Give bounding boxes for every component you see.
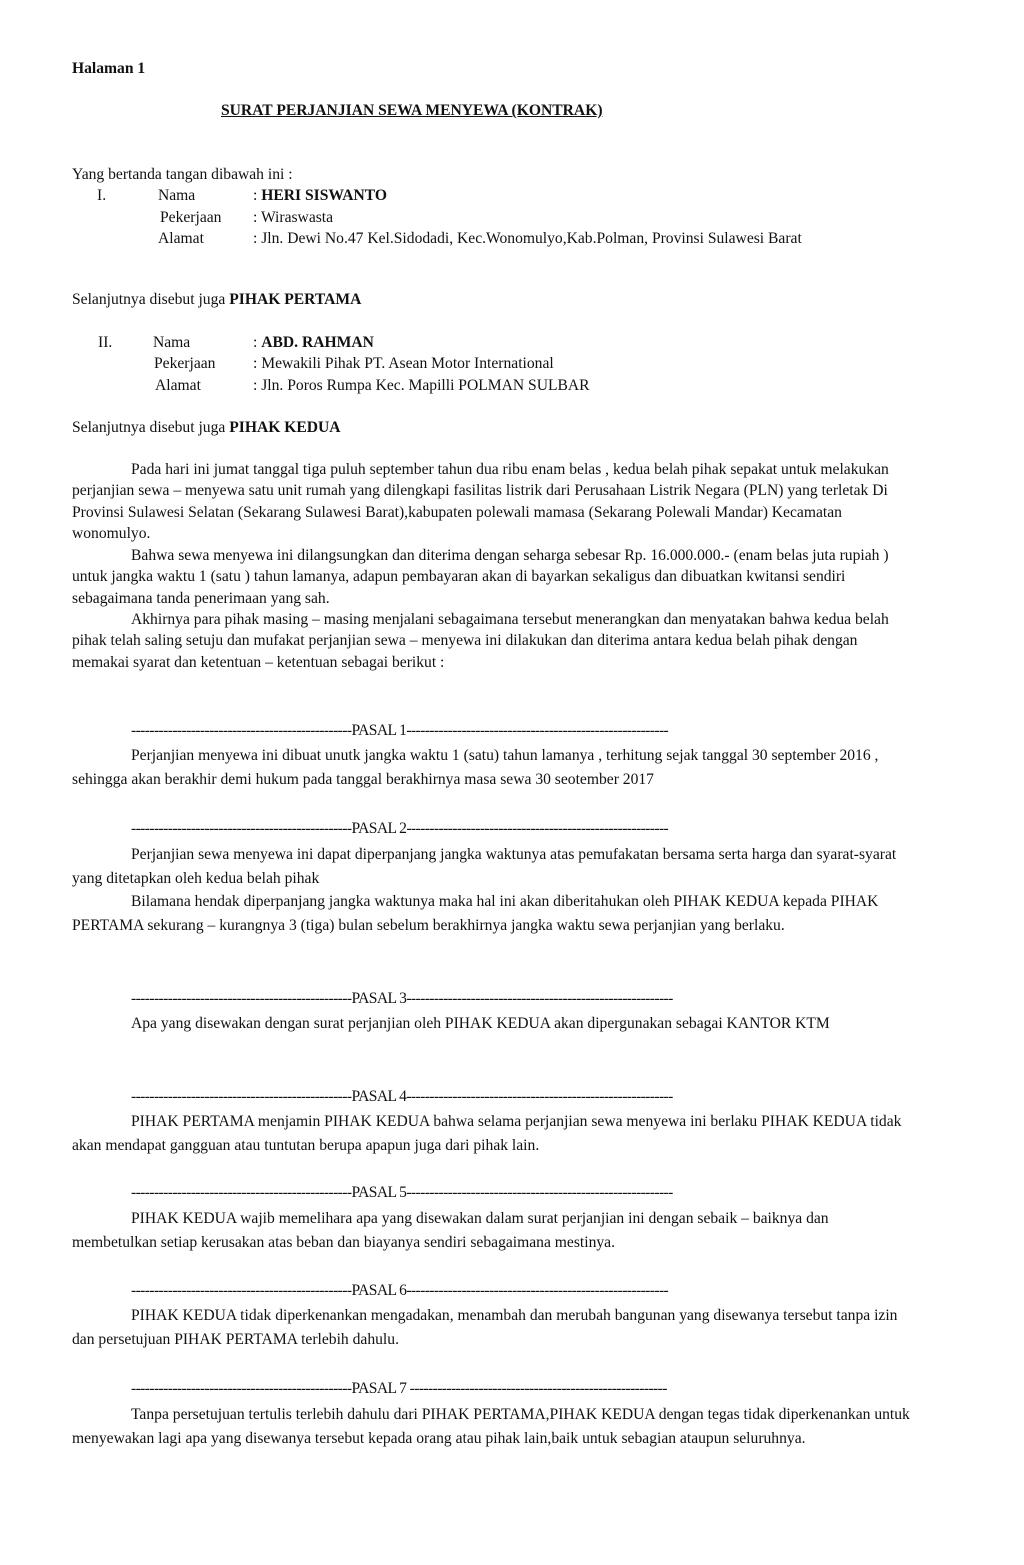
pasal-5-heading: ------------------------------------------------PASAL 5---------------------------------------------------------- bbox=[131, 1184, 673, 1201]
party-two-name-label: Nama bbox=[153, 334, 191, 351]
party-one-address-label: Alamat bbox=[158, 230, 204, 247]
designation-prefix: Selanjutnya disebut juga bbox=[72, 419, 226, 436]
designation-prefix: Selanjutnya disebut juga bbox=[72, 291, 226, 308]
party-two-name: ABD. RAHMAN bbox=[261, 334, 374, 351]
party-one-designation bbox=[72, 290, 361, 310]
party-two-job-label: Pekerjaan bbox=[154, 355, 216, 372]
designation-name: PIHAK PERTAMA bbox=[229, 291, 362, 308]
preamble-paragraph-1: Pada hari ini jumat tanggal tiga puluh september tahun dua ribu enam belas , kedua belah pihak sepakat untuk melakukan perjanjian sewa – menyewa satu unit rumah yang dilengkapi fasilitas listrik dari Perusahaan Listrik Negara (PLN) yang terletak Di Provinsi Sulawesi Selatan (Sekarang Sulawesi Barat),kabupaten polewali mamasa (Sekarang Polewali Mandar) Kecamatan wonomulyo. bbox=[72, 461, 889, 542]
pasal-5-paragraph: PIHAK KEDUA wajib memelihara apa yang disewakan dalam surat perjanjian ini dengan sebaik – baiknya dan membetulkan setiap kerusakan atas beban dan biayanya sendiri sebagaimana mestinya. bbox=[72, 1210, 829, 1251]
pasal-3-heading: ------------------------------------------------PASAL 3---------------------------------------------------------- bbox=[131, 990, 673, 1007]
pasal-2-paragraph-1: Perjanjian sewa menyewa ini dapat diperpanjang jangka waktunya atas pemufakatan bersama serta harga dan syarat-syarat yang ditetapkan oleh kedua belah pihak bbox=[72, 846, 897, 887]
party-one-address-value: : Jln. Dewi No.47 Kel.Sidodadi, Kec.Wonomulyo,Kab.Polman, Provinsi Sulawesi Barat bbox=[253, 230, 802, 247]
party-two-name-value bbox=[253, 333, 374, 353]
colon: : bbox=[253, 187, 262, 204]
pasal-1-heading: ------------------------------------------------PASAL 1--------------------------------------------------------- bbox=[131, 722, 669, 739]
designation-name: PIHAK KEDUA bbox=[229, 419, 341, 436]
pasal-7-paragraph: Tanpa persetujuan tertulis terlebih dahulu dari PIHAK PERTAMA,PIHAK KEDUA dengan tegas tidak diperkenankan untuk menyewakan lagi apa yang disewanya tersebut kepada orang atau pihak lain,baik untuk sebagian ataupun seluruhnya. bbox=[72, 1406, 910, 1447]
party-one-job-value: : Wiraswasta bbox=[253, 209, 334, 226]
party-one-job-label: Pekerjaan bbox=[160, 209, 222, 226]
party-two-address-value: : Jln. Poros Rumpa Kec. Mapilli POLMAN SULBAR bbox=[253, 377, 590, 394]
colon: : bbox=[253, 334, 262, 351]
document-title: SURAT PERJANJIAN SEWA MENYEWA (KONTRAK) bbox=[221, 102, 603, 119]
preamble-paragraph-3: Akhirnya para pihak masing – masing menjalani sebagaimana tersebut menerangkan dan menyatakan bahwa kedua belah pihak telah saling setuju dan mufakat perjanjian sewa – menyewa ini dilakukan dan diterima antara kedua belah pihak dengan memakai syarat dan ketentuan – ketentuan sebagai berikut : bbox=[72, 611, 889, 671]
party-two-job-value: : Mewakili Pihak PT. Asean Motor International bbox=[253, 355, 554, 372]
party-one-numeral: I. bbox=[97, 187, 107, 204]
page-label: Halaman 1 bbox=[72, 60, 146, 77]
pasal-4-heading: ------------------------------------------------PASAL 4---------------------------------------------------------- bbox=[131, 1088, 673, 1105]
pasal-6-heading: ------------------------------------------------PASAL 6--------------------------------------------------------- bbox=[131, 1282, 669, 1299]
pasal-4-paragraph: PIHAK PERTAMA menjamin PIHAK KEDUA bahwa selama perjanjian sewa menyewa ini berlaku PIHAK KEDUA tidak akan mendapat gangguan atau tuntutan berupa apapun juga dari pihak lain. bbox=[72, 1113, 902, 1154]
party-one-name: HERI SISWANTO bbox=[261, 187, 388, 204]
pasal-2-heading: ------------------------------------------------PASAL 2--------------------------------------------------------- bbox=[131, 820, 669, 837]
intro-text: Yang bertanda tangan dibawah ini : bbox=[72, 166, 293, 183]
preamble-paragraph-2: Bahwa sewa menyewa ini dilangsungkan dan diterima dengan seharga sebesar Rp. 16.000.000.- (enam belas juta rupiah ) untuk jangka waktu 1 (satu ) tahun lamanya, adapun pembayaran akan di bayarkan sekaligus dan dibuatkan kwitansi sendiri sebagaimana tanda penerimaan yang sah. bbox=[72, 547, 889, 607]
pasal-7-heading: ------------------------------------------------PASAL 7 -------------------------------------------------------- bbox=[131, 1380, 667, 1397]
pasal-3-paragraph: Apa yang disewakan dengan surat perjanjian oleh PIHAK KEDUA akan dipergunakan sebagai KANTOR KTM bbox=[131, 1015, 830, 1032]
party-two-address-label: Alamat bbox=[155, 377, 201, 394]
pasal-2-paragraph-2: Bilamana hendak diperpanjang jangka waktunya maka hal ini akan diberitahukan oleh PIHAK KEDUA kepada PIHAK PERTAMA sekurang – kurangnya 3 (tiga) bulan sebelum berakhirnya jangka waktu sewa perjanjian yang berlaku. bbox=[72, 893, 879, 934]
party-two-numeral: II. bbox=[98, 334, 113, 351]
pasal-6-paragraph: PIHAK KEDUA tidak diperkenankan mengadakan, menambah dan merubah bangunan yang disewanya tersebut tanpa izin dan persetujuan PIHAK PERTAMA terlebih dahulu. bbox=[72, 1307, 898, 1348]
party-one-name-label: Nama bbox=[158, 187, 196, 204]
party-one-name-value bbox=[253, 186, 387, 206]
pasal-1-paragraph: Perjanjian menyewa ini dibuat unutk jangka waktu 1 (satu) tahun lamanya , terhitung sejak tanggal 30 september 2016 , sehingga akan berakhir demi hukum pada tanggal berakhirnya masa sewa 30 seotember 2017 bbox=[72, 747, 879, 788]
party-two-designation bbox=[72, 418, 341, 438]
